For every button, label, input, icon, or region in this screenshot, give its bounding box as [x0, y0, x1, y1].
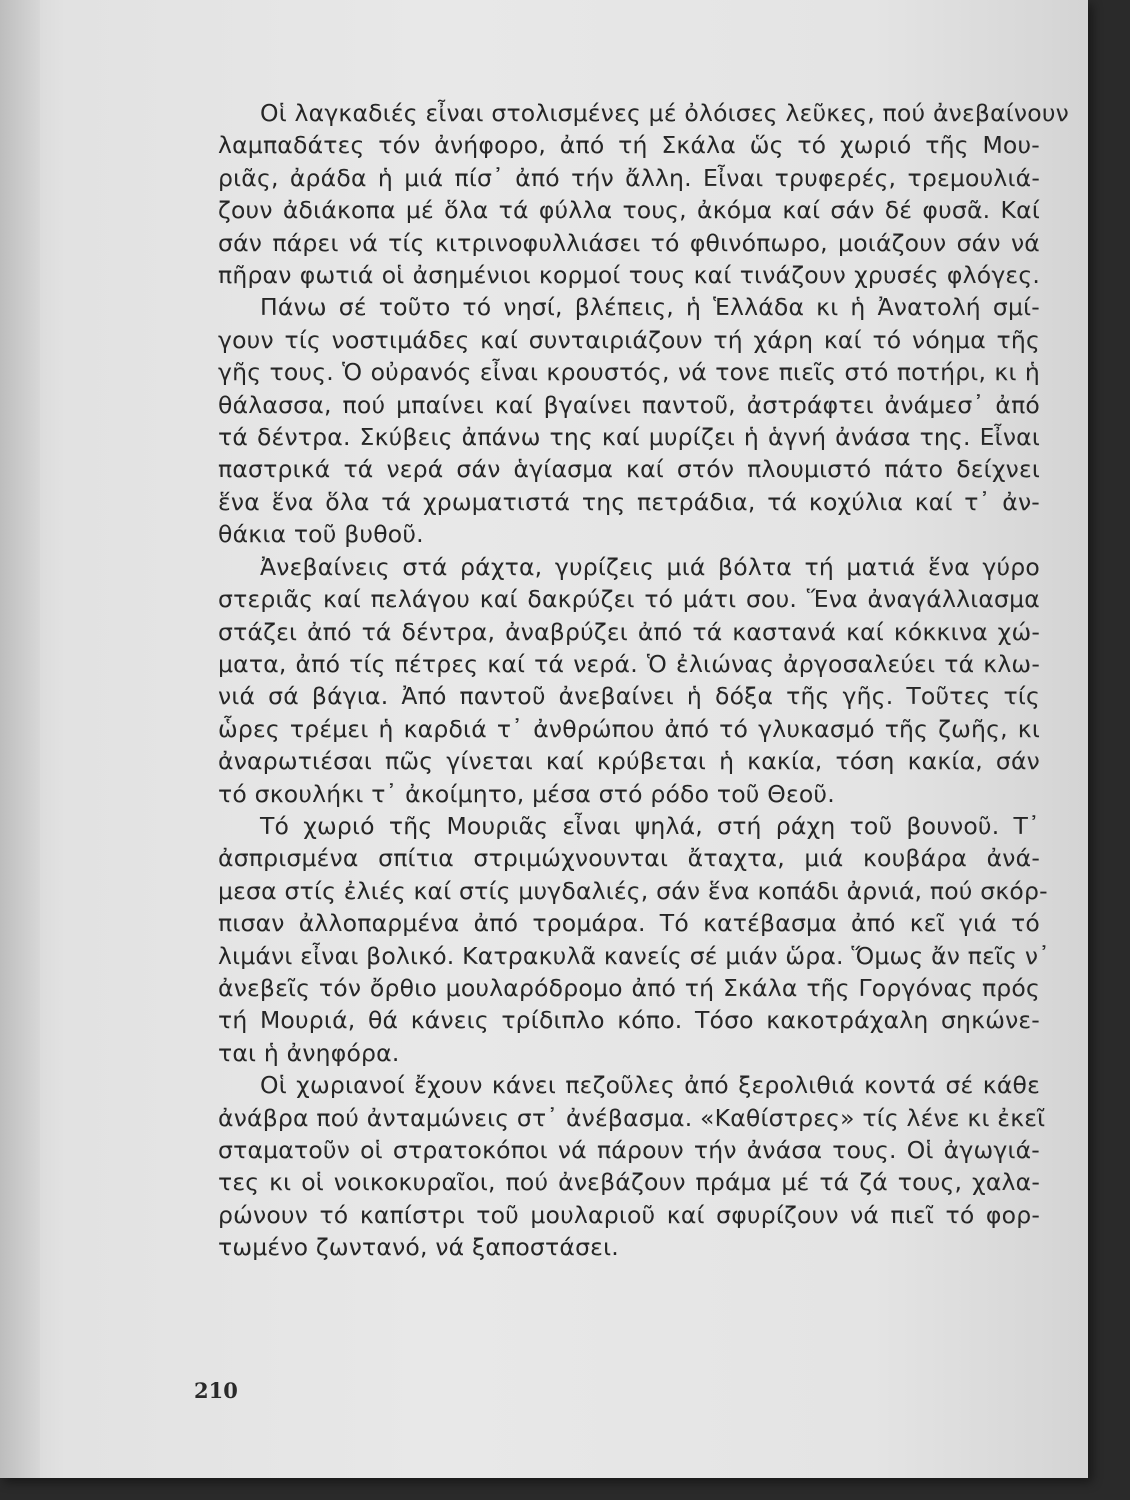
- text-line: Ἀνεβαίνεις στά ράχτα, γυρίζεις μιά βόλτα τή ματιά ἕνα γύρο: [260, 552, 1040, 581]
- paragraph-4: [218, 810, 1051, 1069]
- text-line: Οἱ λαγκαδιές εἶναι στολισμένες μέ ὀλόισες λεῦκες, πού ἀνεβαίνουν: [260, 99, 1069, 127]
- text-line: λιμάνι εἶναι βολικό. Κατρακυλᾶ κανείς σέ μιάν ὥρα. Ὅμως ἄν πεῖς ν᾿: [218, 941, 1051, 970]
- paragraph-1: [218, 97, 1069, 291]
- page-edge-shadow: [0, 0, 40, 1478]
- text-line: Πάνω σέ τοῦτο τό νησί, βλέπεις, ἡ Ἑλλάδα κι ἡ Ἀνατολή σμί-: [260, 293, 1040, 322]
- text-line: ματα, ἀπό τίς πέτρες καί τά νερά. Ὁ ἐλιώνας ἀργοσαλεύει τά κλω-: [218, 649, 1040, 678]
- text-line: παστρικά τά νερά σάν ἁγίασμα καί στόν πλουμιστό πάτο δείχνει: [218, 455, 1040, 484]
- text-line: θάκια τοῦ βυθοῦ.: [218, 520, 424, 549]
- text-line: τες κι οἱ νοικοκυραῖοι, πού ἀνεβάζουν πράμα μέ τά ζά τους, χαλα-: [218, 1168, 1040, 1197]
- text-line: Τό χωριό τῆς Μουριᾶς εἶναι ψηλά, στή ράχη τοῦ βουνοῦ. Τ᾿: [260, 811, 1040, 840]
- text-line: στεριᾶς καί πελάγου καί δακρύζει τό μάτι σου. Ἕνα ἀναγάλλιασμα: [218, 585, 1040, 614]
- paragraph-3: [218, 551, 1040, 810]
- text-line: ἀναρωτιέσαι πῶς γίνεται καί κρύβεται ἡ κακία, τόση κακία, σάν: [218, 747, 1040, 776]
- text-line: ται ἡ ἀνηφόρα.: [218, 1038, 400, 1067]
- text-line: τά δέντρα. Σκύβεις ἀπάνω της καί μυρίζει ἡ ἁγνή ἀνάσα της. Εἶναι: [218, 423, 1040, 452]
- paragraph-5: [218, 1069, 1046, 1263]
- text-line: ἀνεβεῖς τόν ὄρθιο μουλαρόδρομο ἀπό τή Σκάλα τῆς Γοργόνας πρός: [218, 973, 1040, 1002]
- text-line: ζουν ἀδιάκοπα μέ ὅλα τά φύλλα τους, ἀκόμα καί σάν δέ φυσᾶ. Καί: [218, 196, 1040, 225]
- text-line: Οἱ χωριανοί ἔχουν κάνει πεζοῦλες ἀπό ξερολιθιά κοντά σέ κάθε: [260, 1071, 1040, 1100]
- text-line: νιά σά βάγια. Ἀπό παντοῦ ἀνεβαίνει ἡ δόξα τῆς γῆς. Τοῦτες τίς: [218, 682, 1040, 711]
- body-text: [218, 97, 1069, 1264]
- text-line: ρώνουν τό καπίστρι τοῦ μουλαριοῦ καί σφυρίζουν νά πιεῖ τό φορ-: [218, 1200, 1040, 1229]
- paragraph-2: [218, 291, 1040, 550]
- text-line: πισαν ἀλλοπαρμένα ἀπό τρομάρα. Τό κατέβασμα ἀπό κεῖ γιά τό: [218, 909, 1040, 938]
- text-line: ριᾶς, ἀράδα ἡ μιά πίσ᾿ ἀπό τήν ἄλλη. Εἶναι τρυφερές, τρεμουλιά-: [218, 163, 1040, 192]
- text-line: τή Μουριά, θά κάνεις τρίδιπλο κόπο. Τόσο κακοτράχαλη σηκώνε-: [218, 1006, 1040, 1035]
- text-line: στάζει ἀπό τά δέντρα, ἀναβρύζει ἀπό τά καστανά καί κόκκινα χώ-: [218, 617, 1040, 646]
- text-line: ἕνα ἕνα ὅλα τά χρωματιστά της πετράδια, τά κοχύλια καί τ᾿ ἀν-: [218, 487, 1040, 516]
- text-line: θάλασσα, πού μπαίνει καί βγαίνει παντοῦ, ἀστράφτει ἀνάμεσ᾿ ἀπό: [218, 390, 1040, 419]
- page-number: 210: [194, 1378, 238, 1403]
- text-line: πῆραν φωτιά οἱ ἀσημένιοι κορμοί τους καί τινάζουν χρυσές φλόγες.: [218, 261, 1040, 290]
- text-line: μεσα στίς ἐλιές καί στίς μυγδαλιές, σάν ἕνα κοπάδι ἀρνιά, πού σκόρ-: [218, 876, 1048, 905]
- text-line: ἀσπρισμένα σπίτια στριμώχνουνται ἄταχτα, μιά κουβάρα ἀνά-: [218, 844, 1040, 873]
- text-line: ὧρες τρέμει ἡ καρδιά τ᾿ ἀνθρώπου ἀπό τό γλυκασμό τῆς ζωῆς, κι: [218, 714, 1040, 743]
- text-line: τό σκουλήκι τ᾿ ἀκοίμητο, μέσα στό ρόδο τοῦ Θεοῦ.: [218, 779, 835, 808]
- text-line: λαμπαδάτες τόν ἀνήφορο, ἀπό τή Σκάλα ὥς τό χωριό τῆς Μου-: [218, 131, 1040, 160]
- text-line: σάν πάρει νά τίς κιτρινοφυλλιάσει τό φθινόπωρο, μοιάζουν σάν νά: [218, 228, 1040, 257]
- text-line: ἀνάβρα πού ἀνταμώνεις στ᾿ ἀνέβασμα. «Καθίστρες» τίς λένε κι ἐκεῖ: [218, 1103, 1046, 1132]
- text-line: γῆς τους. Ὁ οὐρανός εἶναι κρουστός, νά τονε πιεῖς στό ποτήρι, κι ἡ: [218, 358, 1040, 387]
- text-line: σταματοῦν οἱ στρατοκόποι νά πάρουν τήν ἀνάσα τους. Οἱ ἀγωγιά-: [218, 1136, 1040, 1164]
- text-line: τωμένο ζωντανό, νά ξαποστάσει.: [218, 1233, 619, 1262]
- text-line: γουν τίς νοστιμάδες καί συνταιριάζουν τή χάρη καί τό νόημα τῆς: [218, 325, 1040, 354]
